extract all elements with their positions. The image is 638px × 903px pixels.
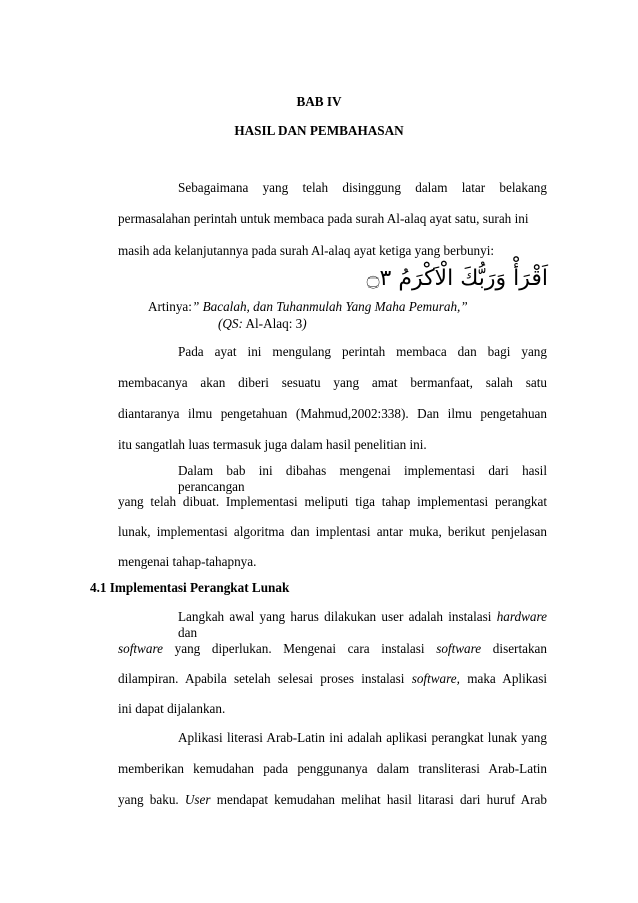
- p5-l3-post: mendapat kemudahan melihat hasil litarasi dari huruf Arab: [210, 792, 547, 807]
- paragraph-4-line-1: [178, 609, 547, 641]
- source-qs: QS:: [222, 316, 243, 331]
- paragraph-3-line-1: Dalam bab ini dibahas mengenai implementasi dari hasil perancangan: [178, 463, 547, 494]
- source-ref: Al-Alaq: 3: [242, 316, 303, 331]
- p4-l2-italic-2: software: [436, 641, 482, 656]
- paragraph-4-line-2: [118, 641, 547, 657]
- translation-text: ” Bacalah, dan Tuhanmulah Yang Maha Pemurah,”: [191, 299, 468, 314]
- paragraph-1-line-1: Sebagaimana yang telah disinggung dalam latar belakang: [178, 180, 547, 195]
- p4-l2-post: disertakan: [481, 641, 547, 656]
- p5-l3-italic: User: [184, 792, 211, 807]
- paragraph-1-line-3: masih ada kelanjutannya pada surah Al-alaq ayat ketiga yang berbunyi:: [118, 243, 495, 258]
- p4-l1-pre: Langkah awal yang harus dilakukan user adalah instalasi: [178, 609, 497, 624]
- paragraph-5-line-3: [118, 792, 547, 808]
- p4-l2-mid: yang diperlukan. Mengenai cara instalasi: [162, 641, 437, 656]
- paragraph-5-line-2: memberikan kemudahan pada penggunanya dalam transliterasi Arab-Latin: [118, 761, 547, 776]
- verse-translation: [148, 299, 468, 315]
- p4-l1-italic: hardware: [496, 609, 547, 624]
- p4-l3-pre: dilampiran. Apabila setelah selesai proses instalasi: [118, 671, 412, 686]
- verse-source: [218, 316, 307, 332]
- p4-l3-italic: software,: [411, 671, 460, 686]
- paragraph-4-line-3: [118, 671, 547, 687]
- p4-l2-italic-1: software: [118, 641, 163, 656]
- paragraph-4-line-4: ini dapat dijalankan.: [118, 701, 226, 716]
- paragraph-5-line-1: Aplikasi literasi Arab-Latin ini adalah aplikasi perangkat lunak yang: [178, 730, 547, 745]
- p5-l3-pre: yang baku.: [118, 792, 185, 807]
- source-paren-close: ): [302, 316, 307, 331]
- section-heading: 4.1 Implementasi Perangkat Lunak: [90, 580, 290, 595]
- p4-l3-post: maka Aplikasi: [459, 671, 547, 686]
- source-paren-open: (: [218, 316, 223, 331]
- paragraph-3-line-2: yang telah dibuat. Implementasi meliputi tiga tahap implementasi perangkat: [118, 494, 547, 509]
- paragraph-3-line-3: lunak, implementasi algoritma dan implentasi antar muka, berikut penjelasan: [118, 524, 547, 539]
- arabic-verse: اَقْرَأْ وَرَبُّكَ الْاَكْرَمُ ۝٣: [366, 266, 548, 291]
- paragraph-3-line-4: mengenai tahap-tahapnya.: [118, 554, 257, 569]
- chapter-number: BAB IV: [296, 94, 342, 109]
- chapter-title: HASIL DAN PEMBAHASAN: [234, 123, 404, 138]
- paragraph-2-line-1: Pada ayat ini mengulang perintah membaca dan bagi yang: [178, 344, 547, 359]
- p4-l1-post: dan: [178, 625, 198, 640]
- translation-label: Artinya:: [148, 299, 192, 314]
- paragraph-1-line-2: permasalahan perintah untuk membaca pada surah Al-alaq ayat satu, surah ini: [118, 211, 529, 226]
- paragraph-2-line-2: membacanya akan diberi sesuatu yang amat bermanfaat, salah satu: [118, 375, 547, 390]
- paragraph-2-line-4: itu sangatlah luas termasuk juga dalam hasil penelitian ini.: [118, 437, 427, 452]
- paragraph-2-line-3: diantaranya ilmu pengetahuan (Mahmud,2002:338). Dan ilmu pengetahuan: [118, 406, 547, 421]
